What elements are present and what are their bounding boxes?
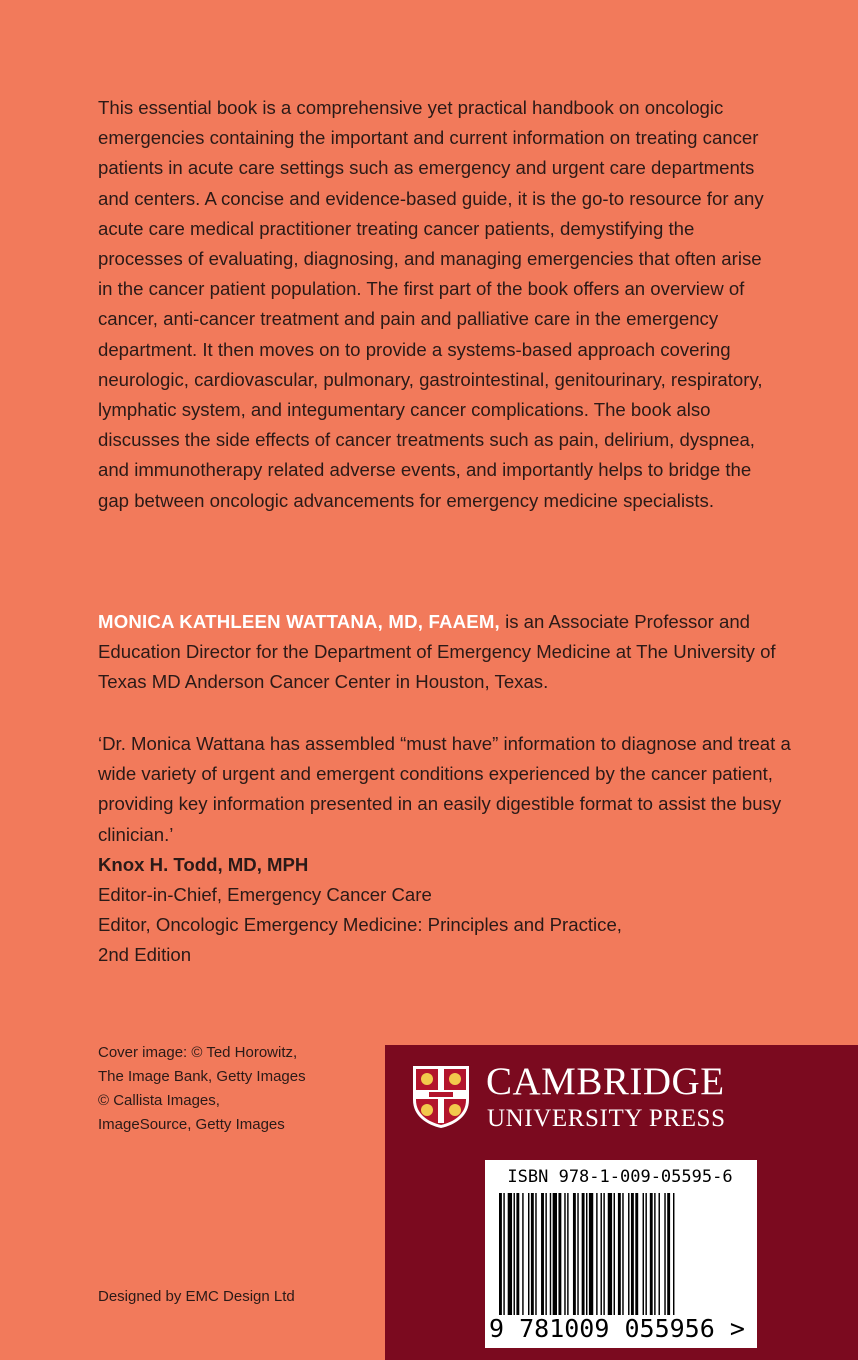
publisher-name: CAMBRIDGE: [486, 1060, 725, 1103]
endorser-name: Knox H. Todd, MD, MPH: [98, 853, 309, 875]
credit-line: © Callista Images,: [98, 1092, 220, 1109]
barcode-bar: [553, 1193, 557, 1315]
barcode-bar: [514, 1193, 515, 1315]
barcode-bar: [577, 1193, 578, 1315]
barcode-bar: [628, 1193, 629, 1315]
endorser-role-1: Editor-in-Chief, Emergency Cancer Care: [98, 884, 432, 906]
barcode-bar: [531, 1193, 534, 1315]
publisher-subname: UNIVERSITY PRESS: [487, 1105, 726, 1132]
barcode-bar: [558, 1193, 561, 1315]
author-bio: [98, 607, 798, 698]
barcode-bar: [650, 1193, 653, 1315]
designer-credit: Designed by EMC Design Ltd: [98, 1288, 295, 1305]
barcode-bar: [601, 1193, 602, 1315]
barcode-digits: 9 781009 055956 >: [489, 1314, 745, 1343]
barcode-bar: [603, 1193, 604, 1315]
barcode-bar: [654, 1193, 655, 1315]
barcode-bar: [596, 1193, 597, 1315]
barcode-bar: [618, 1193, 621, 1315]
barcode-bar: [631, 1193, 634, 1315]
author-bio-text: is an Associate Professor and Education Director for the Department of Emergency Medicine at The University of Texas MD Anderson Cancer Center in Houston, Texas.: [98, 611, 776, 693]
book-description: This essential book is a comprehensive yet practical handbook on oncologic emergencies containing the important and current information on treating cancer patients in acute care settings such as emergency and urgent care departments and centers. A concise and evidence-based guide, it is the go-to resource for any acute care medical practitioner treating cancer patients, demystifying the processes of evaluating, diagnosing, and managing emergencies that often arise in the cancer patient population. The first part of the book offers an overview of cancer, anti-cancer treatment and pain and palliative care in the emergency department. It then moves on to provide a systems-based approach covering neurologic, cardiovascular, pulmonary, gastrointestinal, genitourinary, respiratory, lymphatic system, and integumentary cancer complications. The book also discusses the side effects of cancer treatments such as pain, delirium, dyspnea, and immunotherapy related adverse events, and importantly helps to bridge the gap between oncologic advancements for emergency medicine specialists.: [98, 97, 764, 511]
barcode-bar: [516, 1193, 519, 1315]
barcode-bar: [545, 1193, 546, 1315]
barcode-bar: [535, 1193, 536, 1315]
barcode-bar: [622, 1193, 623, 1315]
isbn-label: ISBN 978-1-009-05595-6: [507, 1167, 733, 1187]
barcode-bar: [503, 1193, 504, 1315]
endorsement-quote: ‘Dr. Monica Wattana has assembled “must have” information to diagnose and treat a wide variety of urgent and emergent conditions experienced by the cancer patient, providing key information presented in an easily digestible format to assist the busy clinician.’: [98, 733, 791, 845]
barcode-bar: [608, 1193, 612, 1315]
barcode-bar: [667, 1193, 670, 1315]
barcode-bar: [643, 1193, 644, 1315]
barcode-bar: [541, 1193, 544, 1315]
barcode-bar: [645, 1193, 646, 1315]
credit-line: ImageSource, Getty Images: [98, 1116, 285, 1133]
barcode-bar: [564, 1193, 565, 1315]
barcode-bar: [508, 1193, 512, 1315]
barcode-bar: [499, 1193, 502, 1315]
barcode-bar: [582, 1193, 585, 1315]
barcode-bar: [573, 1193, 576, 1315]
barcode-bar: [522, 1193, 523, 1315]
isbn-barcode: [485, 1160, 757, 1348]
barcode-bar: [659, 1193, 660, 1315]
credit-line: The Image Bank, Getty Images: [98, 1068, 306, 1085]
barcode-bar: [614, 1193, 615, 1315]
barcode-bar: [673, 1193, 674, 1315]
cambridge-shield-icon: [411, 1064, 471, 1130]
image-credits: [98, 1041, 358, 1137]
publisher-panel: [385, 1045, 858, 1360]
barcode-bar: [664, 1193, 665, 1315]
author-name: MONICA KATHLEEN WATTANA, MD, FAAEM,: [98, 611, 500, 632]
endorsement: [98, 729, 798, 971]
barcode-bar: [550, 1193, 551, 1315]
credit-line: Cover image: © Ted Horowitz,: [98, 1044, 298, 1061]
barcode-bar: [635, 1193, 638, 1315]
barcode-bar: [567, 1193, 568, 1315]
endorser-role-2: Editor, Oncologic Emergency Medicine: Principles and Practice,: [98, 914, 622, 936]
barcode-bars: [499, 1193, 743, 1315]
barcode-bar: [589, 1193, 593, 1315]
endorser-role-3: 2nd Edition: [98, 944, 192, 966]
barcode-bar: [586, 1193, 587, 1315]
barcode-bar: [528, 1193, 529, 1315]
